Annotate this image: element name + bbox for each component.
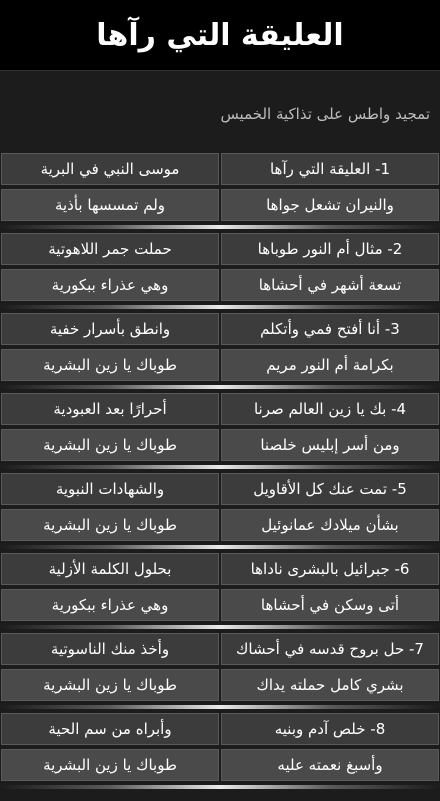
verse-8-line-1 [0,713,440,745]
verse-line-second-half: وهي عذراء ببكورية [1,589,219,621]
verse-line-first-half: بشري كامل حملته يداك [221,669,439,701]
subtitle: تمجيد واطس على تذاكية الخميس [220,105,430,123]
verse-7-line-1 [0,633,440,665]
title-bar [0,0,440,71]
page-title: العليقة التي رآها [96,17,344,53]
verse-line-first-half: ومن أسر إبليس خلصنا [221,429,439,461]
verse-line-first-half: وأسبغ نعمته عليه [221,749,439,781]
verse-line-second-half: طوباك يا زين البشرية [1,509,219,541]
verse-1-line-1 [0,153,440,185]
verse-line-second-half: موسى النبي في البرية [1,153,219,185]
verse-divider [0,385,440,389]
verse-divider [0,305,440,309]
verse-line-first-half: 4- بك يا زين العالم صرنا [221,393,439,425]
verse-line-first-half: بكرامة أم النور مريم [221,349,439,381]
verse-line-second-half: طوباك يا زين البشرية [1,749,219,781]
verse-divider [0,705,440,709]
verse-line-second-half: حملت جمر اللاهوتية [1,233,219,265]
verse-2-line-2 [0,269,440,301]
verse-3-line-1 [0,313,440,345]
verse-line-first-half: 6- جبرائيل بالبشرى ناداها [221,553,439,585]
verse-line-second-half: طوباك يا زين البشرية [1,669,219,701]
verse-4-line-2 [0,429,440,461]
verse-line-second-half: أحرارًا بعد العبودية [1,393,219,425]
verse-line-second-half: طوباك يا زين البشرية [1,429,219,461]
verse-divider [0,625,440,629]
verse-line-first-half: أتى وسكن في أحشاها [221,589,439,621]
verse-line-first-half: 3- أنا أفتح فمي وأتكلم [221,313,439,345]
verse-7-line-2 [0,669,440,701]
verse-2-line-1 [0,233,440,265]
verse-line-second-half: وأبراه من سم الحية [1,713,219,745]
verse-line-second-half: وهي عذراء ببكورية [1,269,219,301]
verse-8-line-2 [0,749,440,781]
verse-divider [0,225,440,229]
verse-line-first-half: والنيران تشعل جواها [221,189,439,221]
verse-divider [0,545,440,549]
verses-list [0,131,440,801]
verse-5-line-1 [0,473,440,505]
verse-3-line-2 [0,349,440,381]
verse-line-second-half: طوباك يا زين البشرية [1,349,219,381]
verse-6-line-2 [0,589,440,621]
verse-6-line-1 [0,553,440,585]
verse-line-first-half: بشأن ميلادك عمانوئيل [221,509,439,541]
verse-line-first-half: 7- حل بروح قدسه في أحشاك [221,633,439,665]
verse-line-first-half: تسعة أشهر في أحشاها [221,269,439,301]
verse-line-second-half: وأخذ منك الناسوتية [1,633,219,665]
verse-divider [0,785,440,789]
verse-line-first-half: 8- خلص آدم وبنيه [221,713,439,745]
verse-line-first-half: 2- مثال أم النور طوباها [221,233,439,265]
verse-5-line-2 [0,509,440,541]
verse-divider [0,465,440,469]
verse-line-second-half: والشهادات النبوية [1,473,219,505]
verse-line-first-half: 5- تمت عنك كل الأقاويل [221,473,439,505]
verse-line-second-half: بحلول الكلمة الأزلية [1,553,219,585]
verse-line-second-half: وانطق بأسرار خفية [1,313,219,345]
verse-4-line-1 [0,393,440,425]
verse-line-first-half: 1- العليقة التي رآها [221,153,439,185]
verse-line-second-half: ولم تمسسها بأذية [1,189,219,221]
verse-1-line-2 [0,189,440,221]
